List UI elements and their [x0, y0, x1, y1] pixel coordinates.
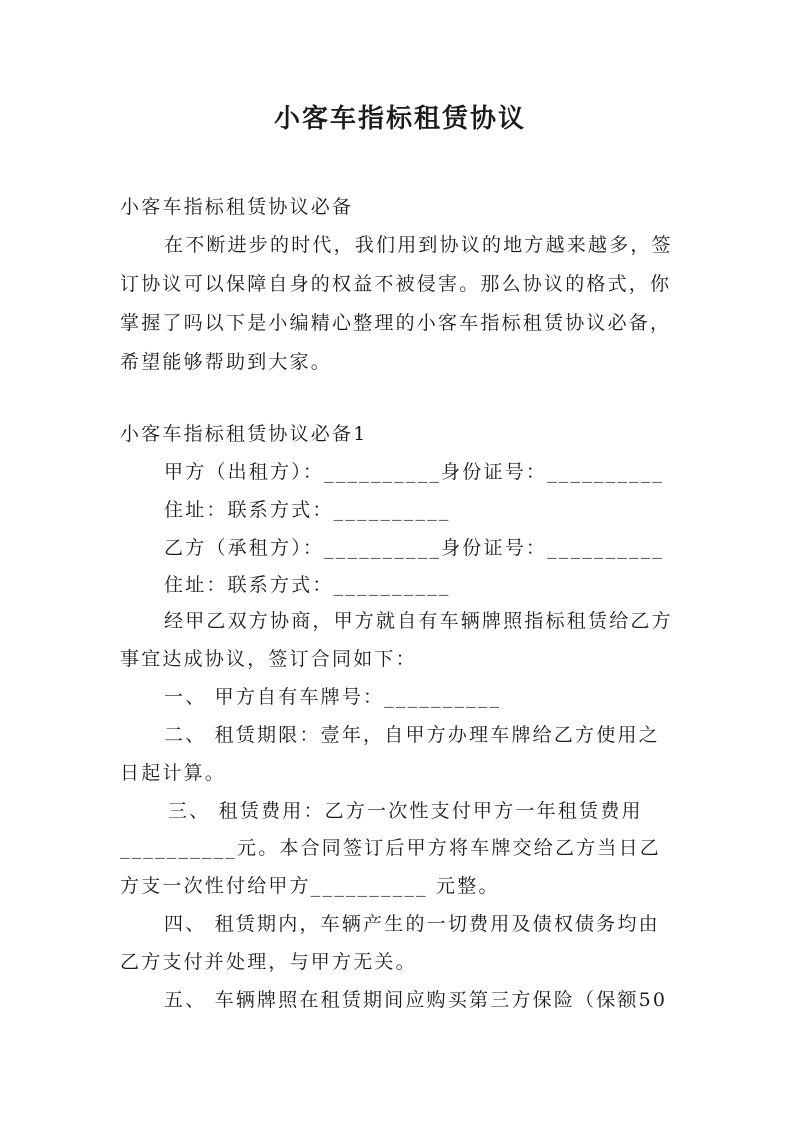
- intro-line: 希望能够帮助到大家。: [120, 351, 333, 373]
- clause-3-line: 方支一次性付给甲方__________ 元整。: [120, 875, 500, 897]
- preamble-line: 经甲乙双方协商，甲方就自有车辆牌照指标租赁给乙方: [164, 610, 673, 632]
- intro-line: 掌握了吗以下是小编精心整理的小客车指标租赁协议必备，: [120, 312, 672, 334]
- clause-1: 一、 甲方自有车牌号：__________: [164, 686, 502, 708]
- party-a-address-line: 住址：联系方式：__________: [164, 499, 451, 521]
- preamble-line: 事宜达成协议，签订合同如下：: [120, 648, 417, 670]
- clause-2-line: 二、 租赁期限：壹年，自甲方办理车牌给乙方使用之: [164, 724, 660, 746]
- clause-3-line: 三、 租赁费用：乙方一次性支付甲方一年租赁费用: [168, 800, 643, 822]
- clause-4-line: 乙方支付并处理，与甲方无关。: [120, 951, 417, 973]
- clause-5-line: 五、 车辆牌照在租赁期间应购买第三方保险（保额50: [164, 989, 668, 1011]
- intro-line: 在不断进步的时代，我们用到协议的地方越来越多，签: [164, 234, 673, 256]
- document-title: 小客车指标租赁协议: [273, 104, 526, 134]
- party-b-address-line: 住址：联系方式：__________: [164, 574, 451, 596]
- section-heading: 小客车指标租赁协议必备1: [120, 423, 368, 445]
- party-b-line: 乙方（承租方）：__________身份证号：__________: [164, 537, 665, 559]
- document-subtitle: 小客车指标租赁协议必备: [120, 196, 354, 218]
- clause-3-line: __________元。本合同签订后甲方将车牌交给乙方当日乙: [120, 837, 662, 859]
- party-a-line: 甲方（出租方）：__________身份证号：__________: [164, 461, 665, 483]
- clause-2-line: 日起计算。: [120, 762, 227, 784]
- intro-line: 订协议可以保障自身的权益不被侵害。那么协议的格式，你: [120, 273, 672, 295]
- clause-4-line: 四、 租赁期内，车辆产生的一切费用及债权债务均由: [164, 913, 660, 935]
